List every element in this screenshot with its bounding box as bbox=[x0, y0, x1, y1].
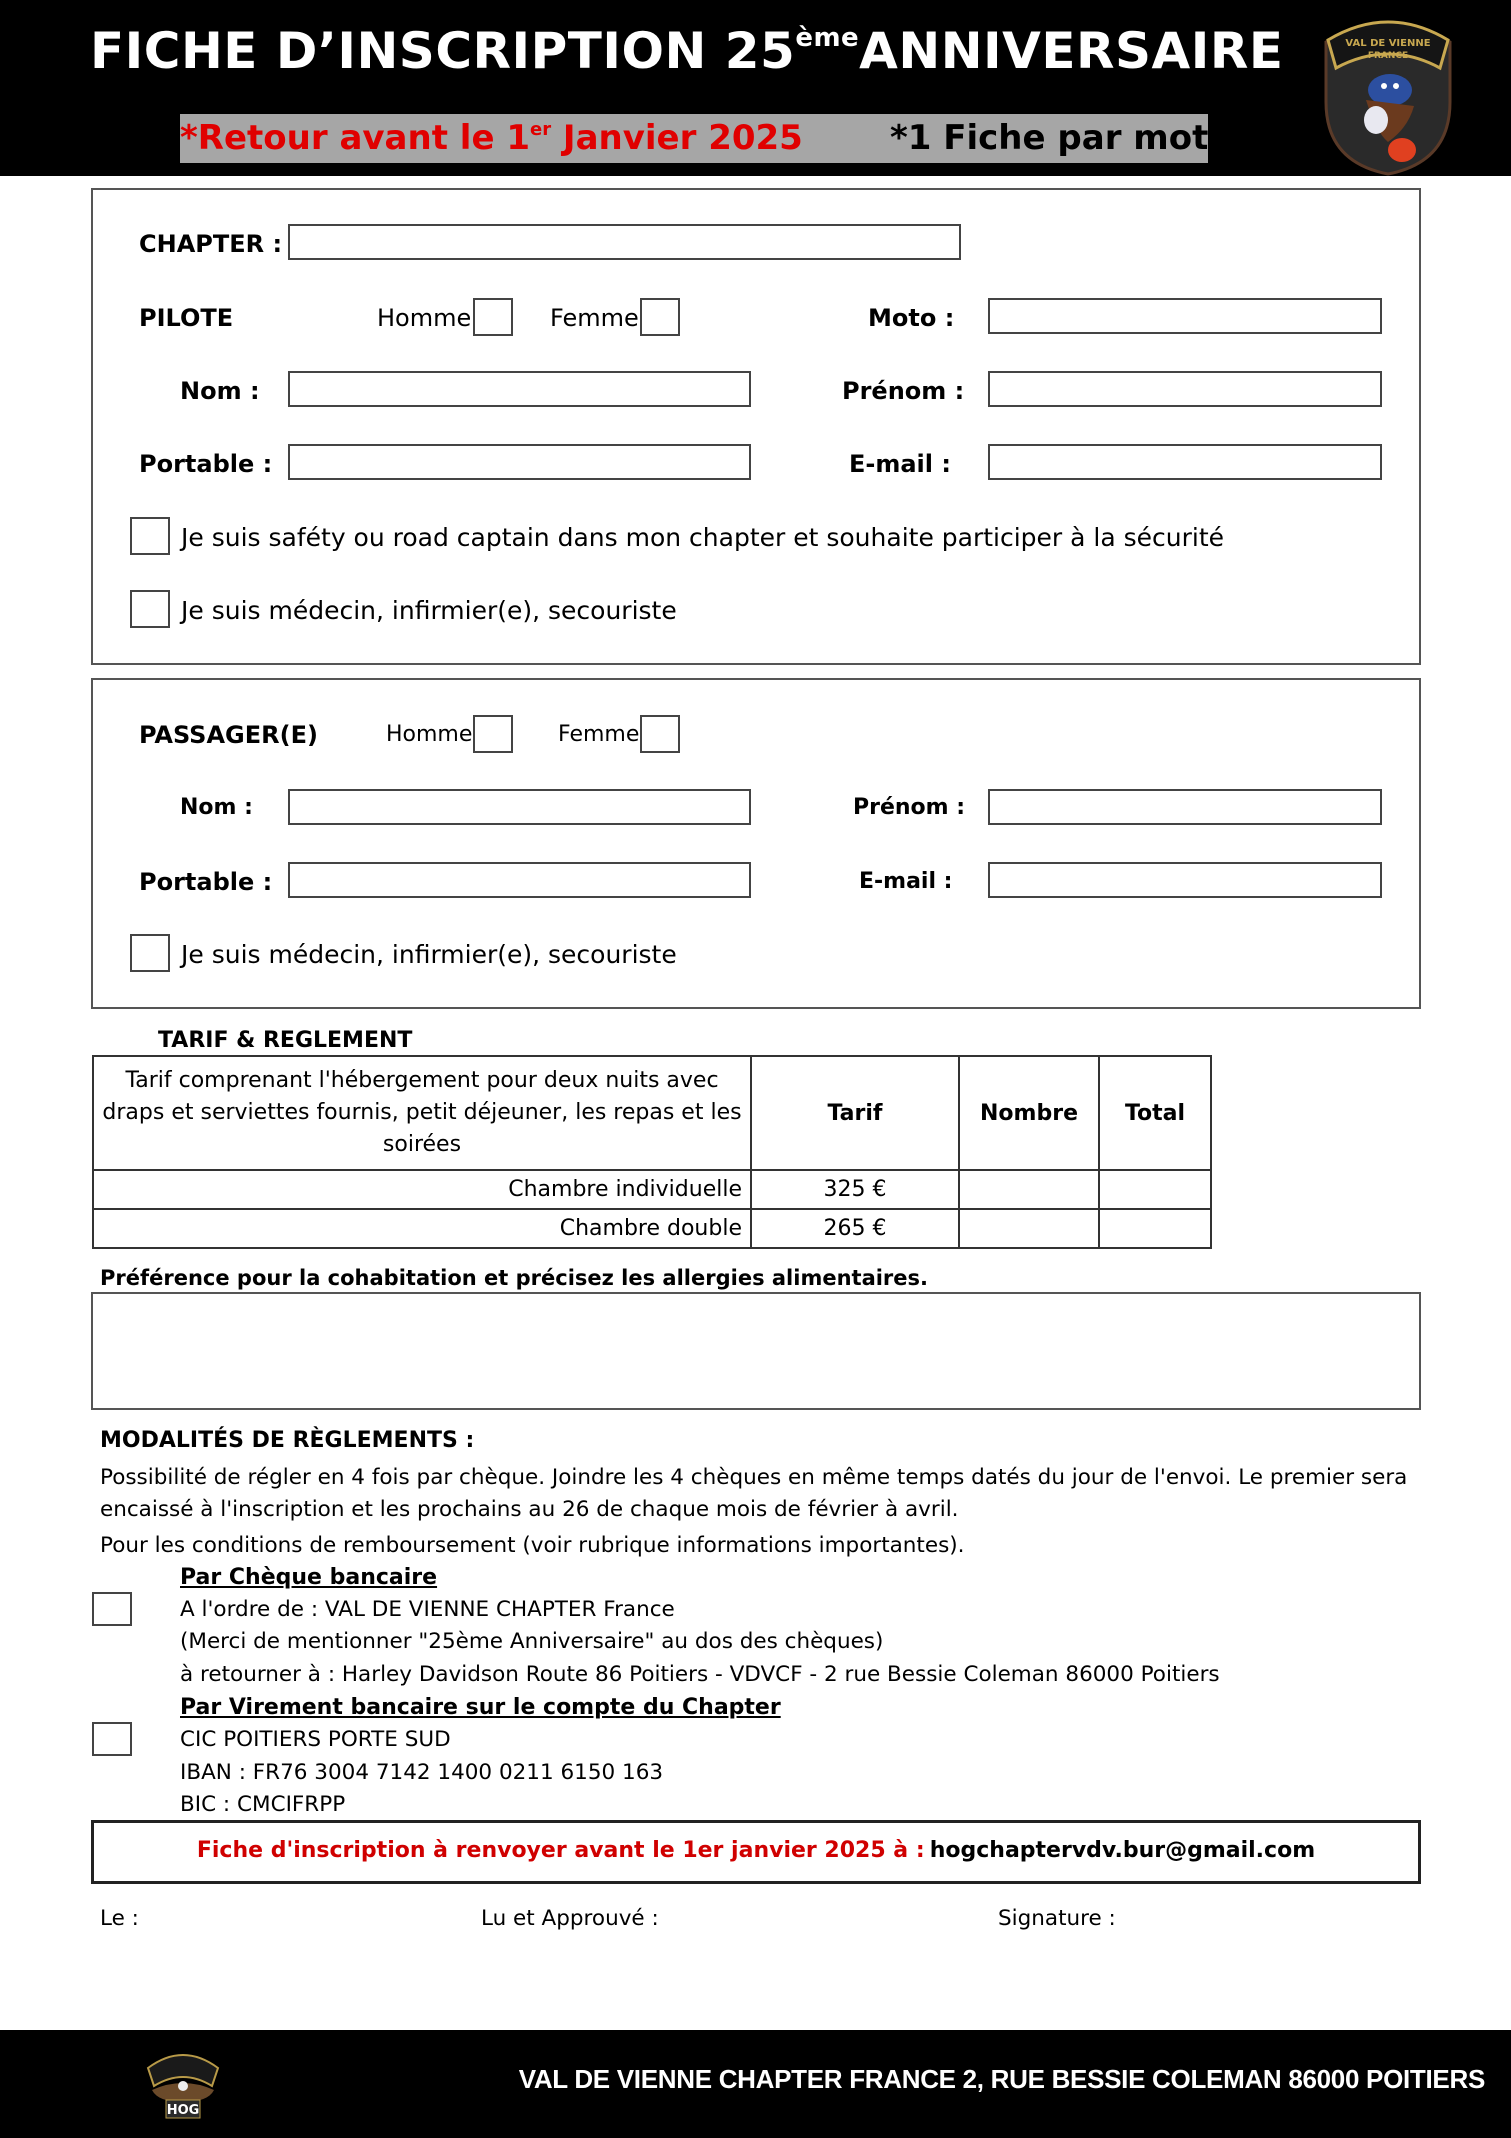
send-instructions bbox=[91, 1838, 1421, 1863]
signature-label: Signature : bbox=[998, 1906, 1116, 1931]
virement-bic: BIC : CMCIFRPP bbox=[180, 1792, 346, 1817]
virement-checkbox[interactable] bbox=[92, 1722, 132, 1756]
cheque-checkbox[interactable] bbox=[92, 1592, 132, 1626]
passager-nom-input[interactable] bbox=[288, 789, 751, 825]
preference-textarea[interactable] bbox=[91, 1292, 1421, 1410]
pilote-homme-checkbox[interactable] bbox=[473, 298, 513, 336]
passager-medecin-label: Je suis médecin, infirmier(e), secouriste bbox=[181, 940, 677, 969]
modalites-title: MODALITÉS DE RÈGLEMENTS : bbox=[100, 1428, 475, 1453]
passager-prenom-input[interactable] bbox=[988, 789, 1382, 825]
passager-prenom-label: Prénom : bbox=[853, 795, 966, 820]
pilote-nom-input[interactable] bbox=[288, 371, 751, 407]
svg-text:FRANCE: FRANCE bbox=[1367, 51, 1409, 61]
table-header-row bbox=[93, 1056, 1211, 1170]
column-header-total: Total bbox=[1099, 1056, 1211, 1170]
passager-nom-label: Nom : bbox=[180, 795, 253, 820]
pilote-nom-label: Nom : bbox=[180, 377, 260, 405]
row-nombre-input[interactable] bbox=[959, 1170, 1099, 1209]
svg-text:VAL DE VIENNE: VAL DE VIENNE bbox=[1345, 38, 1431, 49]
safety-label: Je suis saféty ou road captain dans mon chapter et souhaite participer à la sécurité bbox=[181, 523, 1225, 552]
pilote-medecin-label: Je suis médecin, infirmier(e), secouriste bbox=[181, 596, 677, 625]
tarif-table bbox=[92, 1055, 1212, 1249]
passager-label: PASSAGER(E) bbox=[139, 721, 318, 749]
pilote-prenom-label: Prénom : bbox=[842, 377, 965, 405]
date-label: Le : bbox=[100, 1906, 139, 1931]
chapter-label: CHAPTER : bbox=[139, 230, 283, 258]
modalites-line-2: encaissé à l'inscription et les prochains au 26 de chaque mois de février à avril. bbox=[100, 1497, 959, 1522]
virement-bank: CIC POITIERS PORTE SUD bbox=[180, 1727, 451, 1752]
tarif-description: Tarif comprenant l'hébergement pour deux nuits avec draps et serviettes fournis, petit déjeuner, les repas et les soirées bbox=[93, 1056, 751, 1170]
row-nombre-input[interactable] bbox=[959, 1209, 1099, 1248]
chapter-input[interactable] bbox=[288, 224, 961, 260]
hog-logo-icon bbox=[138, 2046, 228, 2126]
pilote-label: PILOTE bbox=[139, 304, 234, 332]
chapter-logo-icon bbox=[1318, 12, 1458, 176]
deadline-text: *Retour avant le 1er Janvier 2025 bbox=[180, 118, 803, 158]
moto-input[interactable] bbox=[988, 298, 1382, 334]
pilote-femme-label: Femme bbox=[550, 304, 639, 332]
virement-title: Par Virement bancaire sur le compte du Chapter bbox=[180, 1695, 781, 1720]
pilote-portable-input[interactable] bbox=[288, 444, 751, 480]
svg-text:HOG: HOG bbox=[166, 2103, 200, 2118]
send-instructions-text: Fiche d'inscription à renvoyer avant le 1er janvier 2025 à : bbox=[196, 1838, 925, 1863]
passager-email-label: E-mail : bbox=[859, 869, 953, 894]
pilote-medecin-checkbox[interactable] bbox=[130, 590, 170, 628]
row-total-input[interactable] bbox=[1099, 1209, 1211, 1248]
modalites-line-1: Possibilité de régler en 4 fois par chèque. Joindre les 4 chèques en même temps datés du jour de l'envoi. Le premier sera bbox=[100, 1465, 1408, 1490]
pilote-portable-label: Portable : bbox=[139, 450, 273, 478]
preference-label: Préférence pour la cohabitation et précisez les allergies alimentaires. bbox=[100, 1266, 929, 1290]
passager-email-input[interactable] bbox=[988, 862, 1382, 898]
passager-homme-checkbox[interactable] bbox=[473, 715, 513, 753]
row-label: Chambre double bbox=[93, 1209, 751, 1248]
table-row bbox=[93, 1209, 1211, 1248]
row-tarif: 325 € bbox=[751, 1170, 959, 1209]
page-title: FICHE D’INSCRIPTION 25èmeANNIVERSAIRE bbox=[90, 22, 1284, 80]
safety-checkbox[interactable] bbox=[130, 517, 170, 555]
moto-label: Moto : bbox=[868, 304, 955, 332]
cheque-title: Par Chèque bancaire bbox=[180, 1565, 438, 1590]
column-header-nombre: Nombre bbox=[959, 1056, 1099, 1170]
cheque-line-3: à retourner à : Harley Davidson Route 86 Poitiers - VDVCF - 2 rue Bessie Coleman 86000 Poitiers bbox=[180, 1662, 1220, 1687]
one-form-per-bike-text: *1 Fiche par moto bbox=[890, 118, 1232, 158]
pilote-prenom-input[interactable] bbox=[988, 371, 1382, 407]
passager-portable-label: Portable : bbox=[139, 868, 273, 896]
virement-iban: IBAN : FR76 3004 7142 1400 0211 6150 163 bbox=[180, 1760, 664, 1785]
row-total-input[interactable] bbox=[1099, 1170, 1211, 1209]
approved-label: Lu et Approuvé : bbox=[481, 1906, 659, 1931]
pilote-email-input[interactable] bbox=[988, 444, 1382, 480]
column-header-tarif: Tarif bbox=[751, 1056, 959, 1170]
row-label: Chambre individuelle bbox=[93, 1170, 751, 1209]
pilote-homme-label: Homme bbox=[377, 304, 472, 332]
cheque-line-2: (Merci de mentionner "25ème Anniversaire" au dos des chèques) bbox=[180, 1629, 884, 1654]
pilote-email-label: E-mail : bbox=[849, 450, 951, 478]
cheque-line-1: A l'ordre de : VAL DE VIENNE CHAPTER France bbox=[180, 1597, 675, 1622]
pilote-femme-checkbox[interactable] bbox=[640, 298, 680, 336]
contact-email-link[interactable]: hogchaptervdv.bur@gmail.com bbox=[929, 1838, 1316, 1863]
modalites-line-3: Pour les conditions de remboursement (voir rubrique informations importantes). bbox=[100, 1533, 965, 1558]
passager-homme-label: Homme bbox=[386, 722, 473, 747]
passager-portable-input[interactable] bbox=[288, 862, 751, 898]
passager-femme-label: Femme bbox=[558, 722, 640, 747]
passager-femme-checkbox[interactable] bbox=[640, 715, 680, 753]
table-row bbox=[93, 1170, 1211, 1209]
passager-medecin-checkbox[interactable] bbox=[130, 934, 170, 972]
tarif-title: TARIF & REGLEMENT bbox=[158, 1028, 413, 1053]
row-tarif: 265 € bbox=[751, 1209, 959, 1248]
footer-address: VAL DE VIENNE CHAPTER FRANCE 2, RUE BESSIE COLEMAN 86000 POITIERS bbox=[518, 2064, 1485, 2094]
